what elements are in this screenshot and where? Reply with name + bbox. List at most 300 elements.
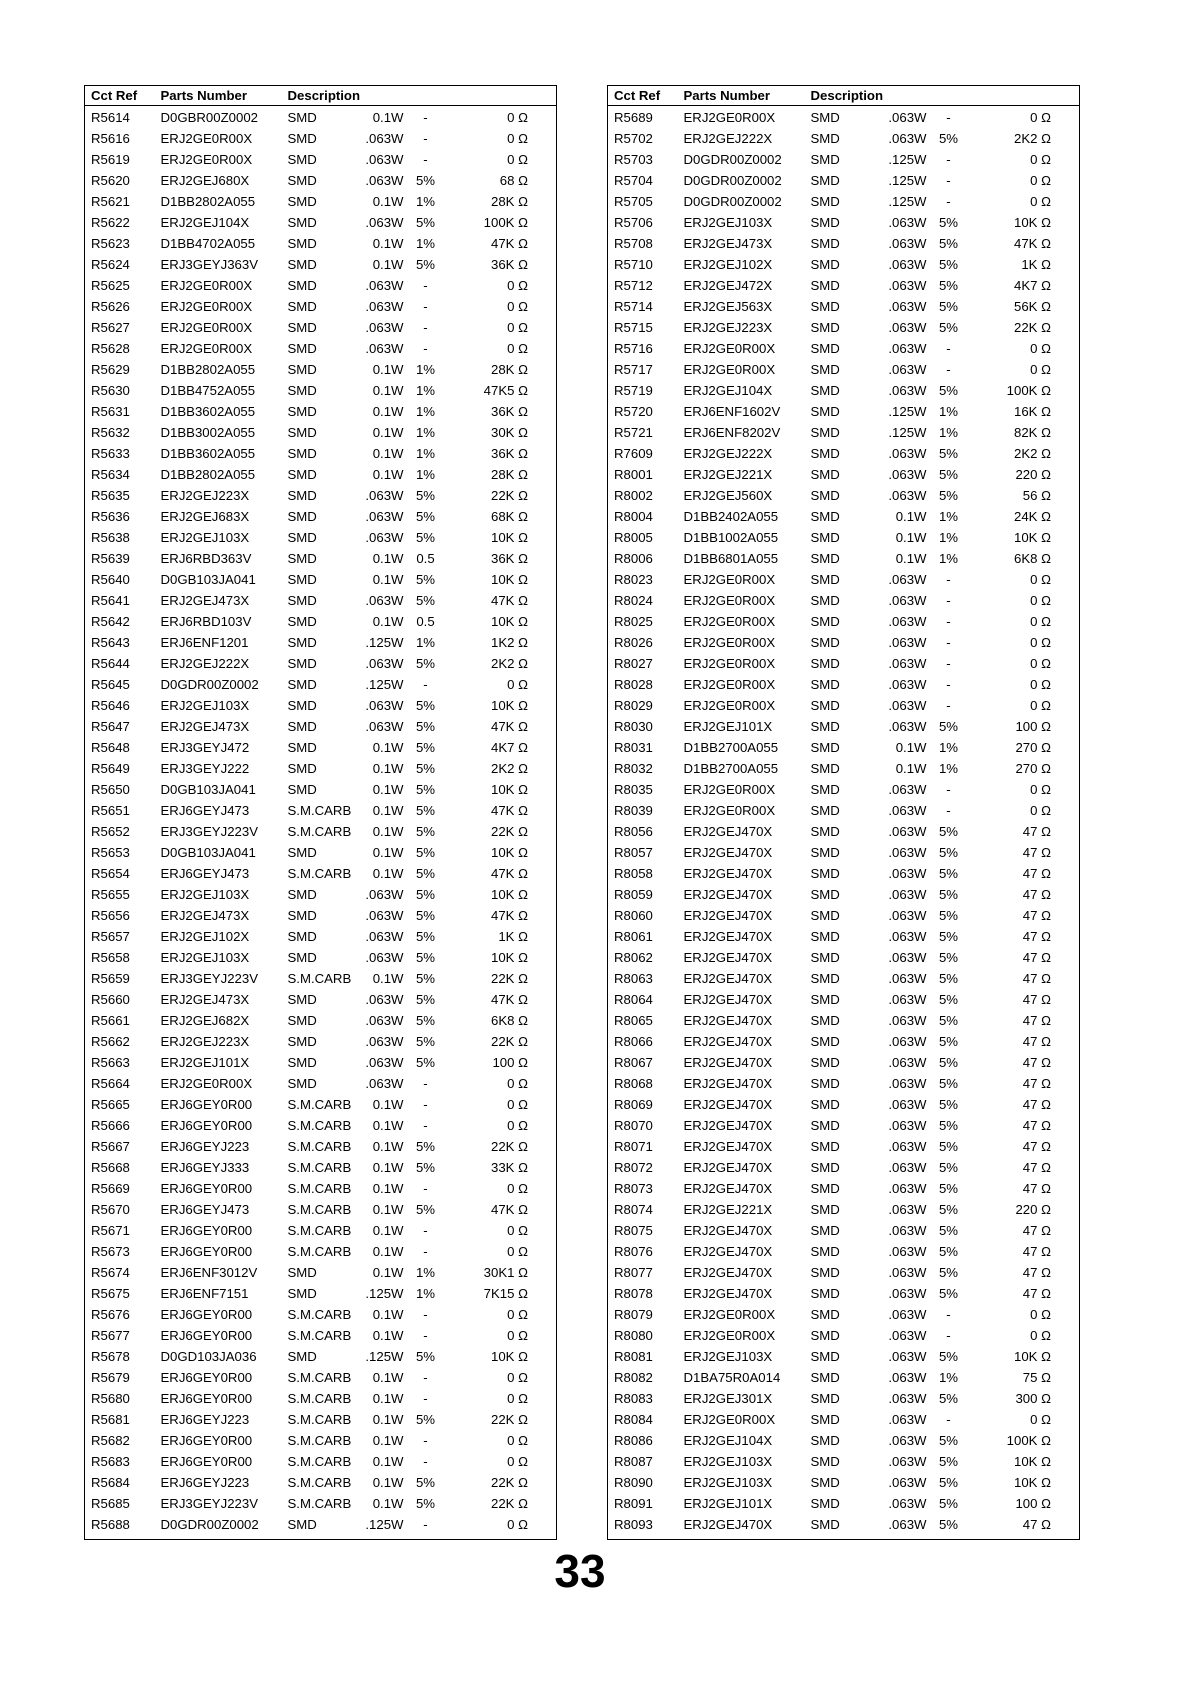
wattage-cell: .063W xyxy=(365,1013,404,1028)
parts-number-cell: ERJ6ENF7151 xyxy=(160,1286,249,1301)
value-cell: 0 Ω xyxy=(507,341,528,356)
tolerance-cell: 5% xyxy=(415,1013,436,1028)
value-cell: 47 Ω xyxy=(1022,1181,1051,1196)
description-cell: SMD xyxy=(287,152,317,167)
tolerance-cell: 5% xyxy=(415,761,436,776)
description-cell: SMD xyxy=(810,656,840,671)
table-row xyxy=(608,1472,1080,1493)
tolerance-cell: 5% xyxy=(938,1265,959,1280)
description-cell: SMD xyxy=(810,782,840,797)
wattage-cell: .063W xyxy=(888,971,927,986)
value-cell: 47K Ω xyxy=(491,992,528,1007)
tolerance-cell: 5% xyxy=(938,1349,959,1364)
cct-ref-cell: R8063 xyxy=(614,971,653,986)
tolerance-cell: 5% xyxy=(938,1223,959,1238)
wattage-cell: 0.1W xyxy=(895,740,927,755)
table-row xyxy=(608,1262,1080,1283)
value-cell: 100K Ω xyxy=(1006,1433,1051,1448)
table-row xyxy=(608,758,1080,779)
tolerance-cell: 5% xyxy=(415,698,436,713)
parts-number-cell: ERJ6GEY0R00 xyxy=(160,1370,253,1385)
value-cell: 0 Ω xyxy=(1030,677,1051,692)
wattage-cell: .063W xyxy=(365,278,404,293)
table-row xyxy=(608,1409,1080,1430)
wattage-cell: .063W xyxy=(888,824,927,839)
wattage-cell: 0.1W xyxy=(372,761,404,776)
parts-number-cell: ERJ2GE0R00X xyxy=(683,109,776,125)
value-cell: 0 Ω xyxy=(507,1097,528,1112)
description-cell: S.M.CARB xyxy=(287,1160,352,1175)
parts-number-cell: ERJ2GEJ682X xyxy=(160,1013,250,1028)
value-cell: 47 Ω xyxy=(1022,1244,1051,1259)
parts-number-cell: ERJ3GEYJ223V xyxy=(160,971,258,986)
cct-ref-cell: R8084 xyxy=(614,1412,653,1427)
tolerance-cell: 1% xyxy=(415,1286,436,1301)
description-cell: SMD xyxy=(810,299,840,314)
description-cell: S.M.CARB xyxy=(287,1370,352,1385)
description-cell: SMD xyxy=(287,446,317,461)
parts-number-cell: ERJ2GE0R00X xyxy=(160,131,253,146)
wattage-cell: 0.1W xyxy=(372,1139,404,1154)
parts-number-cell: ERJ2GE0R00X xyxy=(683,698,776,713)
table-row xyxy=(85,863,557,884)
tolerance-cell: 1% xyxy=(415,383,436,398)
cct-ref-cell: R5662 xyxy=(91,1034,130,1049)
cct-ref-cell: R8057 xyxy=(614,845,653,860)
column-header-cct-ref: Cct Ref xyxy=(608,86,678,106)
cct-ref-cell: R5714 xyxy=(614,299,653,314)
description-cell: SMD xyxy=(810,1517,840,1532)
table-row xyxy=(85,1514,557,1540)
description-cell: SMD xyxy=(810,362,840,377)
value-cell: 1K Ω xyxy=(498,929,528,944)
description-cell: SMD xyxy=(287,1013,317,1028)
cct-ref-cell: R8072 xyxy=(614,1160,653,1175)
parts-number-cell: D1BB3602A055 xyxy=(160,446,256,461)
cct-ref-cell: R5715 xyxy=(614,320,653,335)
tolerance-cell: 5% xyxy=(938,488,959,503)
wattage-cell: .125W xyxy=(365,1349,404,1364)
cct-ref-cell: R5629 xyxy=(91,362,130,377)
table-row xyxy=(85,1073,557,1094)
wattage-cell: 0.1W xyxy=(372,425,404,440)
table-header-row xyxy=(608,86,1080,106)
table-row xyxy=(85,653,557,674)
description-cell: SMD xyxy=(810,635,840,650)
description-cell: SMD xyxy=(287,761,317,776)
value-cell: 0 Ω xyxy=(507,1076,528,1091)
wattage-cell: .063W xyxy=(888,1286,927,1301)
parts-number-cell: D1BB2700A055 xyxy=(683,761,779,776)
parts-number-cell: ERJ6GEYJ333 xyxy=(160,1160,250,1175)
table-row xyxy=(85,1010,557,1031)
wattage-cell: 0.1W xyxy=(372,1160,404,1175)
tolerance-cell: - xyxy=(946,341,951,356)
value-cell: 0 Ω xyxy=(507,1391,528,1406)
wattage-cell: .063W xyxy=(888,278,927,293)
cct-ref-cell: R8093 xyxy=(614,1517,653,1532)
cct-ref-cell: R5628 xyxy=(91,341,130,356)
cct-ref-cell: R5675 xyxy=(91,1286,130,1301)
table-row xyxy=(85,296,557,317)
value-cell: 220 Ω xyxy=(1015,467,1051,482)
wattage-cell: .125W xyxy=(365,677,404,692)
tolerance-cell: 1% xyxy=(938,1370,959,1385)
parts-number-cell: ERJ2GEJ470X xyxy=(683,1076,773,1091)
table-row xyxy=(85,1094,557,1115)
tolerance-cell: - xyxy=(946,635,951,650)
cct-ref-cell: R5657 xyxy=(91,929,130,944)
tolerance-cell: 5% xyxy=(938,383,959,398)
wattage-cell: .125W xyxy=(888,194,927,209)
table-row xyxy=(85,1325,557,1346)
wattage-cell: .125W xyxy=(888,152,927,167)
cct-ref-cell: R5653 xyxy=(91,845,130,860)
table-row xyxy=(608,1010,1080,1031)
wattage-cell: 0.1W xyxy=(372,572,404,587)
tolerance-cell: - xyxy=(946,593,951,608)
table-row xyxy=(608,926,1080,947)
tolerance-cell: 5% xyxy=(415,215,436,230)
value-cell: 0 Ω xyxy=(1030,109,1051,125)
cct-ref-cell: R5635 xyxy=(91,488,130,503)
table-row xyxy=(608,968,1080,989)
value-cell: 36K Ω xyxy=(491,551,528,566)
description-cell: SMD xyxy=(810,1496,840,1511)
wattage-cell: .063W xyxy=(888,593,927,608)
value-cell: 0 Ω xyxy=(1030,152,1051,167)
tolerance-cell: - xyxy=(423,1118,428,1133)
description-cell: SMD xyxy=(810,215,840,230)
tolerance-cell: - xyxy=(423,1391,428,1406)
parts-number-cell: ERJ2GEJ473X xyxy=(160,593,250,608)
wattage-cell: .063W xyxy=(888,1223,927,1238)
table-row xyxy=(608,1178,1080,1199)
tolerance-cell: - xyxy=(946,109,951,125)
value-cell: 47 Ω xyxy=(1022,1139,1051,1154)
table-row xyxy=(85,1031,557,1052)
cct-ref-cell: R8024 xyxy=(614,593,653,608)
description-cell: SMD xyxy=(287,572,317,587)
description-cell: SMD xyxy=(287,908,317,923)
table-row xyxy=(85,905,557,926)
tolerance-cell: 1% xyxy=(415,362,436,377)
cct-ref-cell: R8070 xyxy=(614,1118,653,1133)
description-cell: SMD xyxy=(810,1475,840,1490)
value-cell: 56 Ω xyxy=(1022,488,1051,503)
table-row xyxy=(608,1073,1080,1094)
value-cell: 2K2 Ω xyxy=(491,761,528,776)
tolerance-cell: 1% xyxy=(415,194,436,209)
parts-number-cell: ERJ2GEJ470X xyxy=(683,992,773,1007)
table-row xyxy=(85,338,557,359)
parts-number-cell: ERJ6GEYJ473 xyxy=(160,1202,250,1217)
parts-number-cell: ERJ2GEJ104X xyxy=(683,383,773,398)
wattage-cell: .063W xyxy=(888,572,927,587)
cct-ref-cell: R5633 xyxy=(91,446,130,461)
description-cell: SMD xyxy=(810,1118,840,1133)
cct-ref-cell: R5673 xyxy=(91,1244,130,1259)
cct-ref-cell: R5671 xyxy=(91,1223,130,1238)
tolerance-cell: 0.5 xyxy=(416,551,435,566)
cct-ref-cell: R8025 xyxy=(614,614,653,629)
table-row xyxy=(85,1115,557,1136)
tolerance-cell: 5% xyxy=(938,257,959,272)
parts-number-cell: ERJ2GE0R00X xyxy=(683,803,776,818)
description-cell: SMD xyxy=(810,1097,840,1112)
wattage-cell: 0.1W xyxy=(895,530,927,545)
value-cell: 47K Ω xyxy=(491,236,528,251)
description-cell: SMD xyxy=(810,698,840,713)
value-cell: 0 Ω xyxy=(1030,194,1051,209)
parts-number-cell: ERJ6GEYJ223 xyxy=(160,1475,250,1490)
value-cell: 0 Ω xyxy=(507,152,528,167)
value-cell: 10K Ω xyxy=(491,614,528,629)
value-cell: 0 Ω xyxy=(1030,698,1051,713)
value-cell: 22K Ω xyxy=(491,824,528,839)
cct-ref-cell: R5656 xyxy=(91,908,130,923)
cct-ref-cell: R5683 xyxy=(91,1454,130,1469)
value-cell: 47 Ω xyxy=(1022,971,1051,986)
value-cell: 28K Ω xyxy=(491,362,528,377)
cct-ref-cell: R5685 xyxy=(91,1496,130,1511)
description-cell: SMD xyxy=(810,467,840,482)
value-cell: 0 Ω xyxy=(507,131,528,146)
tolerance-cell: - xyxy=(423,1181,428,1196)
tolerance-cell: 1% xyxy=(938,530,959,545)
tolerance-cell: - xyxy=(423,299,428,314)
value-cell: 0 Ω xyxy=(1030,614,1051,629)
cct-ref-cell: R8062 xyxy=(614,950,653,965)
description-cell: SMD xyxy=(287,1076,317,1091)
tolerance-cell: 1% xyxy=(938,740,959,755)
value-cell: 0 Ω xyxy=(1030,1412,1051,1427)
parts-number-cell: ERJ2GEJ223X xyxy=(683,320,773,335)
cct-ref-cell: R5660 xyxy=(91,992,130,1007)
tolerance-cell: 5% xyxy=(415,929,436,944)
tolerance-cell: 5% xyxy=(415,866,436,881)
parts-number-cell: ERJ2GE0R00X xyxy=(160,278,253,293)
value-cell: 10K Ω xyxy=(491,887,528,902)
table-row xyxy=(608,296,1080,317)
cct-ref-cell: R5632 xyxy=(91,425,130,440)
description-cell: SMD xyxy=(810,1433,840,1448)
table-row xyxy=(608,989,1080,1010)
table-row xyxy=(85,1409,557,1430)
wattage-cell: 0.1W xyxy=(372,971,404,986)
wattage-cell: .063W xyxy=(888,1244,927,1259)
value-cell: 30K1 Ω xyxy=(483,1265,528,1280)
cct-ref-cell: R5646 xyxy=(91,698,130,713)
table-row xyxy=(85,485,557,506)
parts-number-cell: ERJ2GEJ221X xyxy=(683,1202,773,1217)
value-cell: 82K Ω xyxy=(1014,425,1051,440)
description-cell: SMD xyxy=(810,194,840,209)
description-cell: SMD xyxy=(810,845,840,860)
wattage-cell: .063W xyxy=(365,509,404,524)
wattage-cell: .063W xyxy=(888,1454,927,1469)
description-cell: SMD xyxy=(810,1286,840,1301)
cct-ref-cell: R5621 xyxy=(91,194,130,209)
description-cell: S.M.CARB xyxy=(287,1391,352,1406)
value-cell: 0 Ω xyxy=(507,1517,528,1532)
value-cell: 47 Ω xyxy=(1022,1097,1051,1112)
tolerance-cell: 1% xyxy=(938,761,959,776)
cct-ref-cell: R8039 xyxy=(614,803,653,818)
parts-number-cell: ERJ2GEJ223X xyxy=(160,488,250,503)
value-cell: 0 Ω xyxy=(1030,173,1051,188)
tolerance-cell: 5% xyxy=(938,1034,959,1049)
parts-number-cell: ERJ6GEYJ473 xyxy=(160,803,250,818)
wattage-cell: .063W xyxy=(888,383,927,398)
table-row xyxy=(608,1136,1080,1157)
value-cell: 0 Ω xyxy=(1030,1307,1051,1322)
table-row xyxy=(608,338,1080,359)
description-cell: SMD xyxy=(810,1328,840,1343)
wattage-cell: 0.1W xyxy=(372,194,404,209)
description-cell: SMD xyxy=(810,719,840,734)
description-cell: SMD xyxy=(287,698,317,713)
value-cell: 28K Ω xyxy=(491,194,528,209)
table-row xyxy=(608,1367,1080,1388)
table-row xyxy=(85,1367,557,1388)
parts-number-cell: D0GDR00Z0002 xyxy=(683,173,782,188)
description-cell: SMD xyxy=(810,887,840,902)
wattage-cell: .063W xyxy=(888,698,927,713)
table-row xyxy=(608,1199,1080,1220)
description-cell: S.M.CARB xyxy=(287,1181,352,1196)
wattage-cell: 0.1W xyxy=(372,782,404,797)
parts-number-cell: ERJ2GE0R00X xyxy=(683,1328,776,1343)
parts-number-cell: ERJ2GEJ101X xyxy=(683,719,773,734)
description-cell: SMD xyxy=(810,1076,840,1091)
table-row xyxy=(608,779,1080,800)
tolerance-cell: - xyxy=(946,677,951,692)
parts-number-cell: ERJ2GE0R00X xyxy=(160,1076,253,1091)
cct-ref-cell: R5659 xyxy=(91,971,130,986)
table-row xyxy=(85,758,557,779)
tolerance-cell: 5% xyxy=(938,1286,959,1301)
cct-ref-cell: R8060 xyxy=(614,908,653,923)
parts-number-cell: ERJ2GE0R00X xyxy=(683,656,776,671)
table-row xyxy=(608,191,1080,212)
parts-number-cell: D1BB4752A055 xyxy=(160,383,256,398)
cct-ref-cell: R8002 xyxy=(614,488,653,503)
parts-number-cell: D0GDR00Z0002 xyxy=(683,194,782,209)
table-row xyxy=(85,989,557,1010)
wattage-cell: 0.1W xyxy=(372,1433,404,1448)
description-cell: SMD xyxy=(810,341,840,356)
value-cell: 47 Ω xyxy=(1022,1076,1051,1091)
value-cell: 47 Ω xyxy=(1022,1034,1051,1049)
tolerance-cell: 5% xyxy=(415,488,436,503)
parts-number-cell: ERJ6ENF1602V xyxy=(683,404,781,419)
parts-number-cell: D1BB2802A055 xyxy=(160,194,256,209)
value-cell: 0 Ω xyxy=(1030,341,1051,356)
table-row xyxy=(85,632,557,653)
wattage-cell: .063W xyxy=(888,362,927,377)
tolerance-cell: 5% xyxy=(415,1034,436,1049)
wattage-cell: 0.1W xyxy=(372,1307,404,1322)
parts-number-cell: ERJ6GEY0R00 xyxy=(160,1391,253,1406)
description-cell: SMD xyxy=(287,782,317,797)
cct-ref-cell: R5716 xyxy=(614,341,653,356)
tolerance-cell: - xyxy=(423,278,428,293)
wattage-cell: 0.1W xyxy=(372,1391,404,1406)
value-cell: 47K Ω xyxy=(491,866,528,881)
cct-ref-cell: R5661 xyxy=(91,1013,130,1028)
value-cell: 100 Ω xyxy=(1015,719,1051,734)
value-cell: 47K5 Ω xyxy=(483,383,528,398)
table-row xyxy=(608,737,1080,758)
wattage-cell: .063W xyxy=(888,1097,927,1112)
parts-number-cell: ERJ6RBD363V xyxy=(160,551,252,566)
wattage-cell: .063W xyxy=(888,908,927,923)
parts-number-cell: D1BA75R0A014 xyxy=(683,1370,781,1385)
cct-ref-cell: R8030 xyxy=(614,719,653,734)
cct-ref-cell: R5645 xyxy=(91,677,130,692)
wattage-cell: .063W xyxy=(888,109,927,125)
description-cell: SMD xyxy=(810,1265,840,1280)
parts-number-cell: ERJ2GEJ470X xyxy=(683,1517,773,1532)
value-cell: 47K Ω xyxy=(491,719,528,734)
description-cell: SMD xyxy=(810,950,840,965)
parts-table-left xyxy=(84,85,557,1540)
value-cell: 47 Ω xyxy=(1022,1223,1051,1238)
tolerance-cell: 1% xyxy=(415,635,436,650)
tolerance-cell: 5% xyxy=(415,1139,436,1154)
description-cell: SMD xyxy=(287,1055,317,1070)
table-row xyxy=(608,1094,1080,1115)
description-cell: SMD xyxy=(287,1286,317,1301)
tolerance-cell: 1% xyxy=(415,236,436,251)
value-cell: 30K Ω xyxy=(491,425,528,440)
tolerance-cell: 5% xyxy=(938,719,959,734)
value-cell: 2K2 Ω xyxy=(1014,446,1051,461)
cct-ref-cell: R5704 xyxy=(614,173,653,188)
table-row xyxy=(85,422,557,443)
cct-ref-cell: R5642 xyxy=(91,614,130,629)
wattage-cell: 0.1W xyxy=(372,1181,404,1196)
tolerance-cell: 1% xyxy=(415,467,436,482)
tolerance-cell: 5% xyxy=(415,572,436,587)
cct-ref-cell: R5679 xyxy=(91,1370,130,1385)
wattage-cell: 0.1W xyxy=(372,1454,404,1469)
wattage-cell: .063W xyxy=(888,1160,927,1175)
parts-number-cell: ERJ3GEYJ472 xyxy=(160,740,250,755)
table-row xyxy=(85,1178,557,1199)
tolerance-cell: 5% xyxy=(938,215,959,230)
wattage-cell: 0.1W xyxy=(895,551,927,566)
value-cell: 36K Ω xyxy=(491,257,528,272)
table-row xyxy=(85,1157,557,1178)
value-cell: 47 Ω xyxy=(1022,866,1051,881)
value-cell: 4K7 Ω xyxy=(1014,278,1051,293)
parts-number-cell: ERJ6GEY0R00 xyxy=(160,1328,253,1343)
table-row xyxy=(608,275,1080,296)
table-row xyxy=(85,359,557,380)
value-cell: 47 Ω xyxy=(1022,1013,1051,1028)
tolerance-cell: 5% xyxy=(938,824,959,839)
tolerance-cell: 5% xyxy=(938,131,959,146)
value-cell: 1K Ω xyxy=(1021,257,1051,272)
description-cell: SMD xyxy=(810,572,840,587)
description-cell: S.M.CARB xyxy=(287,1244,352,1259)
table-row xyxy=(85,1199,557,1220)
table-row xyxy=(608,443,1080,464)
table-body xyxy=(85,106,557,1540)
wattage-cell: .063W xyxy=(888,1202,927,1217)
